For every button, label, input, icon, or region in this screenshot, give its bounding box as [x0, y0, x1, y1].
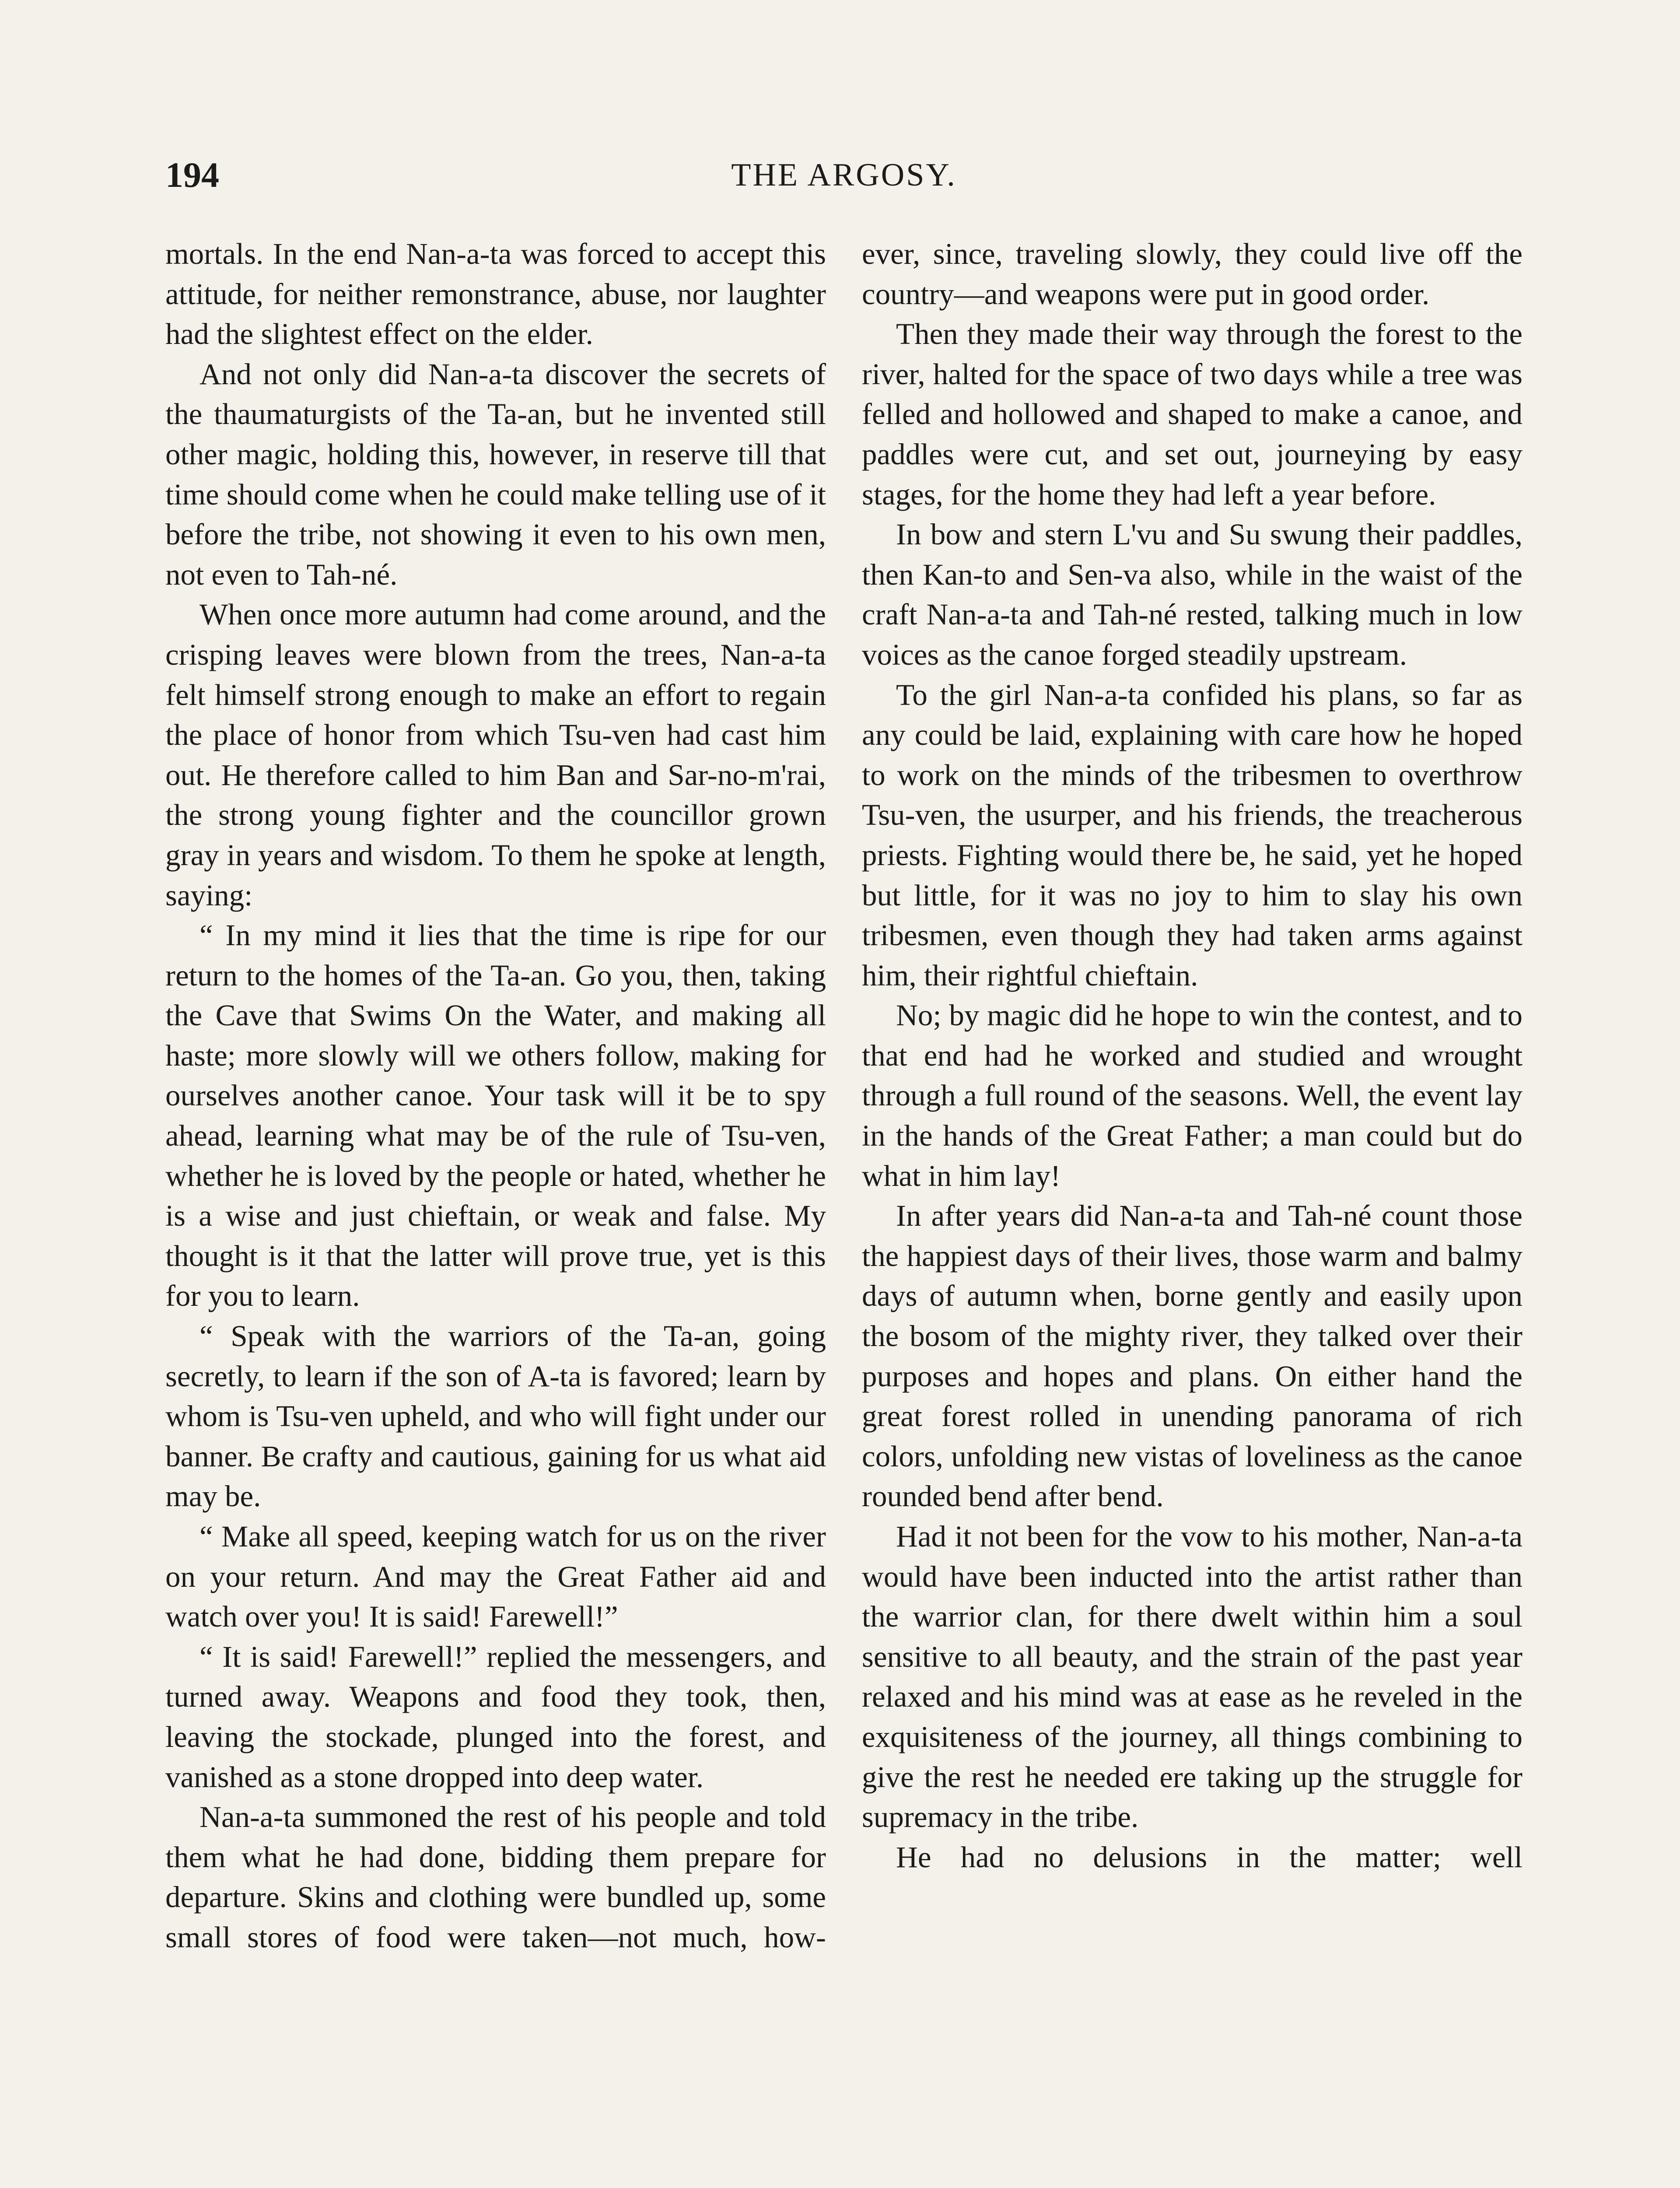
right-column [862, 234, 1522, 1958]
paragraph: mortals. In the end Nan-a-ta was forced to accept this attitude, for neither remonstrance, abuse, nor laughter had the slightest effect on the elder. [165, 237, 826, 351]
magazine-page [165, 153, 1522, 1954]
running-head: THE ARGOSY. [731, 157, 957, 193]
paragraph: “ Make all speed, keeping watch for us on the river on your return. And may the Great Father aid and watch over you! It is said! Farewell!” [165, 1520, 826, 1634]
paragraph: ever, since, traveling slowly, they could live off the country—and weapons were put in good order. [862, 237, 1522, 311]
paragraph: “ In my mind it lies that the time is ripe for our return to the homes of the Ta-an. Go you, then, taking the Cave that Swims On the Water, and making all haste; more slowly will we others follow, making for ourselves another canoe. Your task will it be to spy ahead, learning what may be of the rule of Tsu-ven, whether he is loved by the people or hated, whether he is a wise and just chieftain, or weak and false. My thought is it that the latter will prove true, yet is this for you to learn. [165, 919, 826, 1313]
paragraph: Nan-a-ta summoned the rest of his people and told them what he had done, bidding them prepare for departure. Skins and clothing were bundled up, some small stores of food were taken—not much, how- [165, 1800, 826, 1954]
page-header [165, 153, 1522, 201]
paragraph: “ Speak with the warriors of the Ta-an, going secretly, to learn if the son of A-ta is favored; learn by whom is Tsu-ven upheld, and who will fight under our banner. Be crafty and cautious, gaining for us what aid may be. [165, 1319, 826, 1513]
paragraph: He had no delusions in the matter; well [896, 1840, 1522, 1874]
paragraph: In bow and stern L'vu and Su swung their paddles, then Kan-to and Sen-va also, while in the waist of the craft Nan-a-ta and Tah-né rested, talking much in low voices as the canoe forged steadily upstream. [862, 518, 1522, 671]
paragraph: To the girl Nan-a-ta confided his plans, so far as any could be laid, explaining with care how he hoped to work on the minds of the tribesmen to overthrow Tsu-ven, the usurper, and his friends, the treacherous priests. Fighting would there be, he said, yet he hoped but little, for it was no joy to him to slay his own tribesmen, even though they had taken arms against him, their rightful chieftain. [862, 678, 1522, 992]
paragraph: Then they made their way through the forest to the river, halted for the space of two days while a tree was felled and hollowed and shaped to make a canoe, and paddles were cut, and set out, journeying by easy stages, for the home they had left a year before. [862, 317, 1522, 511]
left-column [165, 234, 826, 1958]
paragraph: Had it not been for the vow to his mother, Nan-a-ta would have been inducted into the artist rather than the warrior clan, for there dwelt within him a soul sensitive to all beauty, and the strain of the past year relaxed and his mind was at ease as he reveled in the exquisiteness of the journey, all things combining to give the rest he needed ere taking up the struggle for supremacy in the tribe. [862, 1520, 1522, 1834]
paragraph: No; by magic did he hope to win the contest, and to that end had he worked and studied and wrought through a full round of the seasons. Well, the event lay in the hands of the Great Father; a man could but do what in him lay! [862, 999, 1522, 1192]
text-columns [165, 234, 1522, 1958]
paragraph: When once more autumn had come around, and the crisping leaves were blown from the trees, Nan-a-ta felt himself strong enough to make an effort to regain the place of honor from which Tsu-ven had cast him out. He therefore called to him Ban and Sar-no-m'rai, the strong young fighter and the councillor grown gray in years and wisdom. To them he spoke at length, saying: [165, 598, 826, 912]
paragraph: In after years did Nan-a-ta and Tah-né count those the happiest days of their lives, those warm and balmy days of autumn when, borne gently and easily upon the bosom of the mighty river, they talked over their purposes and hopes and plans. On either hand the great forest rolled in unending panorama of rich colors, unfolding new vistas of loveliness as the canoe rounded bend after bend. [862, 1199, 1522, 1513]
paragraph: “ It is said! Farewell!” replied the messengers, and turned away. Weapons and food they took, then, leaving the stockade, plunged into the forest, and vanished as a stone dropped into deep water. [165, 1640, 826, 1794]
paragraph: And not only did Nan-a-ta discover the secrets of the thaumaturgists of the Ta-an, but he invented still other magic, holding this, however, in reserve till that time should come when he could make telling use of it before the tribe, not showing it even to his own men, not even to Tah-né. [165, 357, 826, 591]
page-number: 194 [165, 155, 219, 195]
